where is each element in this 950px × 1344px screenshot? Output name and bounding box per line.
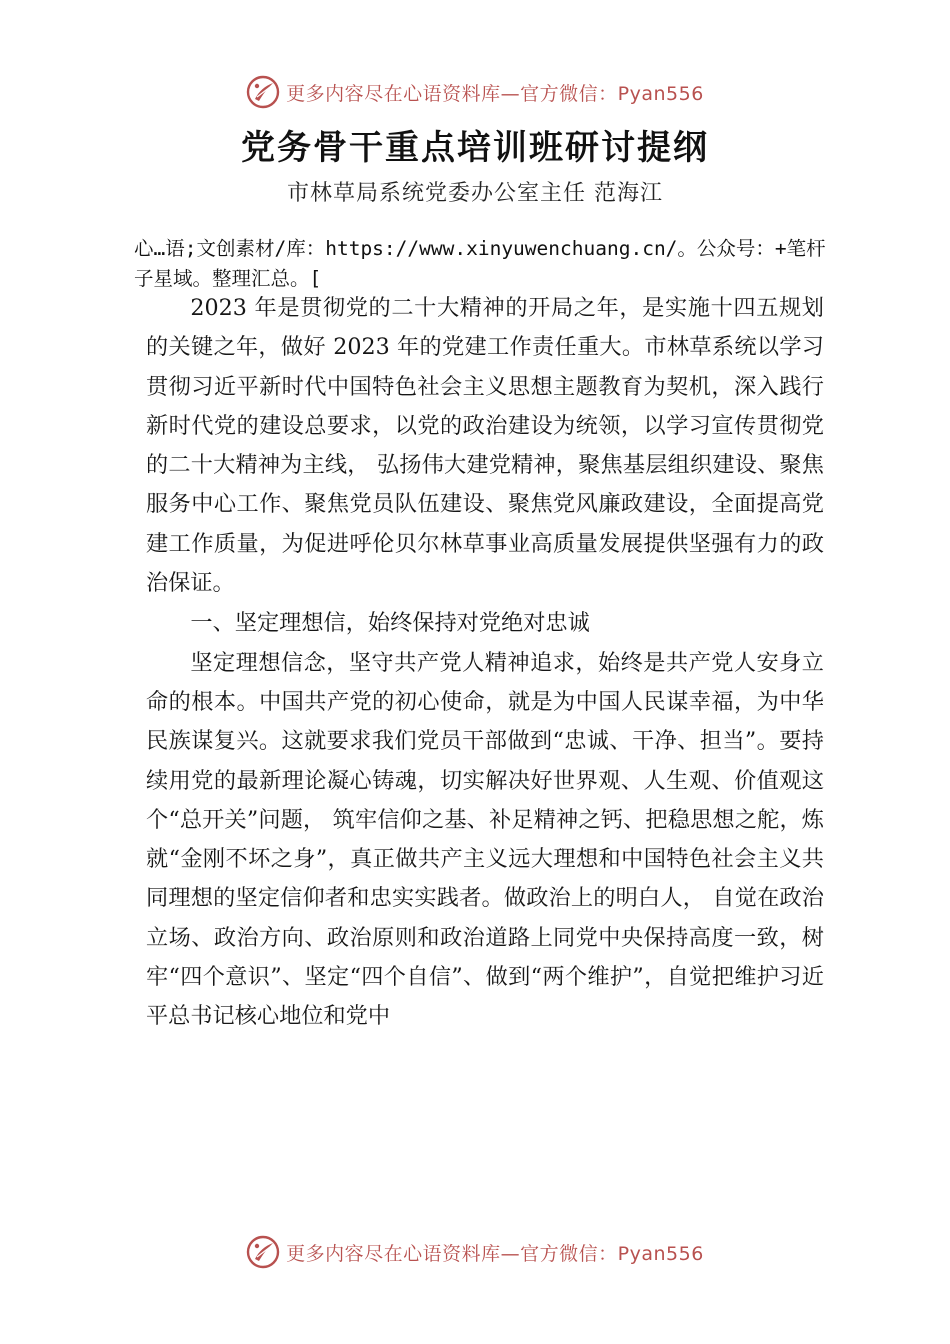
document-author: 市林草局系统党委办公室主任 范海江 (287, 181, 663, 206)
logo-icon (246, 1235, 280, 1269)
header-banner (0, 72, 950, 112)
paragraph-section-1: 坚定理想信念，坚守共产党人精神追求，始终是共产党人安身立命的根本。中国共产党的初心使命，就是为中国人民谋幸福，为中华民族谋复兴。这就要求我们党员干部做到“忠诚、干净、担当”。要持续用党的最新理论凝心铸魂，切实解决好世界观、人生观、价值观这个“总开关”问题， 筑牢信仰之基、补足精神之钙、把稳思想之舵，炼就“金刚不坏之身”，真正做共产主义远大理想和中国特色社会主义共同理想的坚定信仰者和忠实实践者。做政治上的明白人， 自觉在政治立场、政治方向、政治原则和政治道路上同党中央保持高度一致，树牢“四个意识”、坚定“四个自信”、做到“两个维护”，自觉把维护习近平总书记核心地位和党中 (146, 649, 824, 1030)
footer-banner (0, 1232, 950, 1272)
source-note: 心…语;文创素材/库：https://www.xinyuwenchuang.cn/。公众号：+笔杆子星域。整理汇总。[ (134, 237, 826, 290)
banner-text: 更多内容尽在心语资料库—官方微信：Pyan556 (286, 82, 704, 105)
banner-text: 更多内容尽在心语资料库—官方微信：Pyan556 (286, 1242, 704, 1265)
section-heading-1: 一、坚定理想信，始终保持对党绝对忠诚 (190, 610, 590, 637)
document-body (146, 289, 824, 1037)
paragraph-intro: 2023 年是贯彻党的二十大精神的开局之年，是实施十四五规划的关键之年，做好 2023 年的党建工作责任重大。市林草系统以学习贯彻习近平新时代中国特色社会主义思想主题教育为契机，深入践行新时代党的建设总要求，以党的政治建设为统领，以学习宣传贯彻党的二十大精神为主线， 弘扬伟大建党精神，聚焦基层组织建设、聚焦服务中心工作、聚焦党员队伍建设、聚焦党风廉政建设，全面提高党建工作质量，为促进呼伦贝尔林草事业高质量发展提供坚强有力的政治保证。 (146, 295, 824, 597)
document-title: 党务骨干重点培训班研讨提纲 (241, 128, 709, 168)
logo-icon (246, 75, 280, 109)
